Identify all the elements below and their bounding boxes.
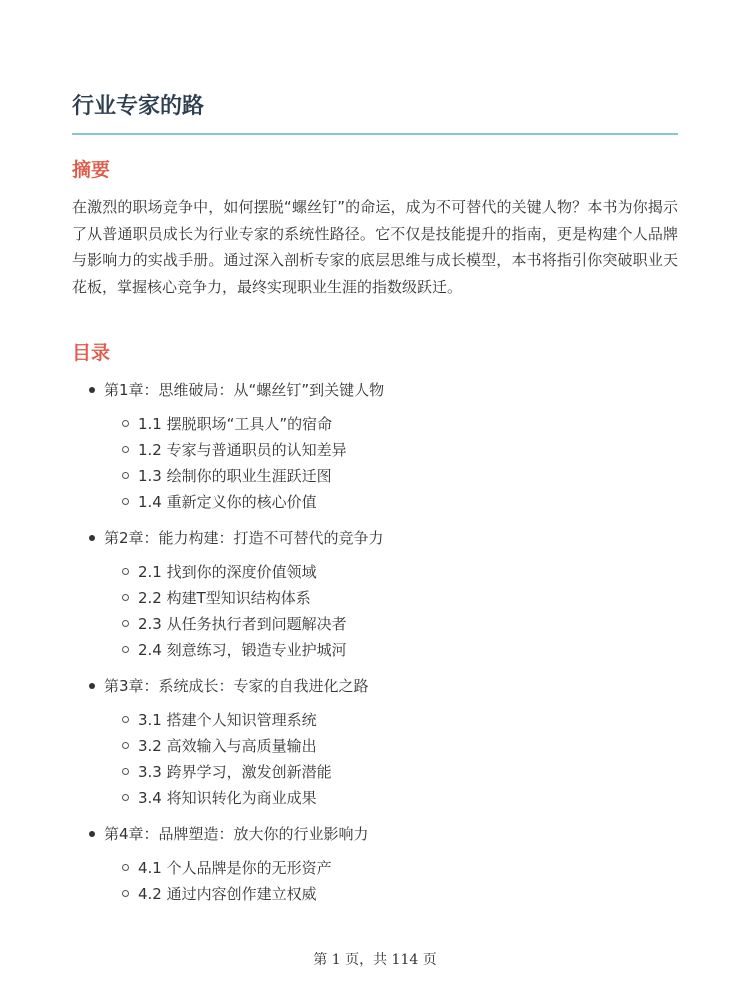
- chapter-sections: [72, 707, 678, 811]
- section-title: 2.4 刻意练习，锻造专业护城河: [138, 641, 347, 659]
- chapter-title: [72, 377, 678, 403]
- section-title: 2.1 找到你的深度价值领域: [138, 563, 317, 581]
- section-title: 1.1 摆脱职场“工具人”的宿命: [138, 415, 333, 433]
- toc-chapter-3: [72, 673, 678, 811]
- circle-bullet-icon: [122, 794, 129, 801]
- toc-section-item: [72, 411, 678, 437]
- toc-section-item: [72, 489, 678, 515]
- toc-section-item: [72, 637, 678, 663]
- chapter-sections: [72, 855, 678, 907]
- chapter-title-text: 第3章：系统成长：专家的自我进化之路: [104, 677, 369, 695]
- section-title: 1.3 绘制你的职业生涯跃迁图: [138, 467, 332, 485]
- section-title: 4.1 个人品牌是你的无形资产: [138, 859, 332, 877]
- toc-section-item: [72, 785, 678, 811]
- chapter-sections: [72, 411, 678, 515]
- toc-section-item: [72, 585, 678, 611]
- title-divider: [72, 133, 678, 135]
- circle-bullet-icon: [122, 498, 129, 505]
- circle-bullet-icon: [122, 890, 129, 897]
- circle-bullet-icon: [122, 446, 129, 453]
- toc-section-item: [72, 437, 678, 463]
- circle-bullet-icon: [122, 568, 129, 575]
- circle-bullet-icon: [122, 742, 129, 749]
- section-title: 4.2 通过内容创作建立权威: [138, 885, 317, 903]
- page-footer: 第 1 页，共 114 页: [313, 952, 437, 968]
- chapter-title: [72, 525, 678, 551]
- section-title: 2.2 构建T型知识结构体系: [138, 589, 311, 607]
- bullet-icon: [89, 387, 95, 393]
- circle-bullet-icon: [122, 620, 129, 627]
- chapter-sections: [72, 559, 678, 663]
- chapter-title: [72, 673, 678, 699]
- toc-section-item: [72, 707, 678, 733]
- section-title: 3.1 搭建个人知识管理系统: [138, 711, 317, 729]
- circle-bullet-icon: [122, 716, 129, 723]
- bullet-icon: [89, 831, 95, 837]
- section-title: 3.2 高效输入与高质量输出: [138, 737, 317, 755]
- toc-section-item: [72, 611, 678, 637]
- toc-section-item: [72, 559, 678, 585]
- section-title: 1.4 重新定义你的核心价值: [138, 493, 317, 511]
- toc-section-item: [72, 855, 678, 881]
- toc-section-item: [72, 733, 678, 759]
- chapter-title-text: 第4章：品牌塑造：放大你的行业影响力: [104, 825, 369, 843]
- bullet-icon: [89, 535, 95, 541]
- toc-section-item: [72, 463, 678, 489]
- chapter-title-text: 第2章：能力构建：打造不可替代的竞争力: [104, 529, 384, 547]
- toc-chapter-4: [72, 821, 678, 907]
- chapter-title: [72, 821, 678, 847]
- chapter-title-text: 第1章：思维破局：从“螺丝钉”到关键人物: [104, 381, 385, 399]
- circle-bullet-icon: [122, 768, 129, 775]
- circle-bullet-icon: [122, 594, 129, 601]
- toc-section-item: [72, 881, 678, 907]
- section-title: 3.4 将知识转化为商业成果: [138, 789, 317, 807]
- bullet-icon: [89, 683, 95, 689]
- section-title: 3.3 跨界学习，激发创新潜能: [138, 763, 332, 781]
- section-title: 1.2 专家与普通职员的认知差异: [138, 441, 347, 459]
- abstract-heading: 摘要: [72, 159, 111, 181]
- toc-chapter-1: [72, 377, 678, 515]
- toc-section-item: [72, 759, 678, 785]
- toc-chapter-2: [72, 525, 678, 663]
- circle-bullet-icon: [122, 472, 129, 479]
- section-title: 2.3 从任务执行者到问题解决者: [138, 615, 347, 633]
- toc-heading: 目录: [72, 342, 111, 364]
- circle-bullet-icon: [122, 420, 129, 427]
- table-of-contents: [72, 377, 678, 917]
- circle-bullet-icon: [122, 864, 129, 871]
- circle-bullet-icon: [122, 646, 129, 653]
- document-title: 行业专家的路: [72, 94, 205, 119]
- abstract-text: 在激烈的职场竞争中，如何摆脱“螺丝钉”的命运，成为不可替代的关键人物？本书为你揭示了从普通职员成长为行业专家的系统性路径。它不仅是技能提升的指南，更是构建个人品牌与影响力的实战手册。通过深入剖析专家的底层思维与成长模型，本书将指引你突破职业天花板，掌握核心竞争力，最终实现职业生涯的指数级跃迁。: [72, 198, 678, 296]
